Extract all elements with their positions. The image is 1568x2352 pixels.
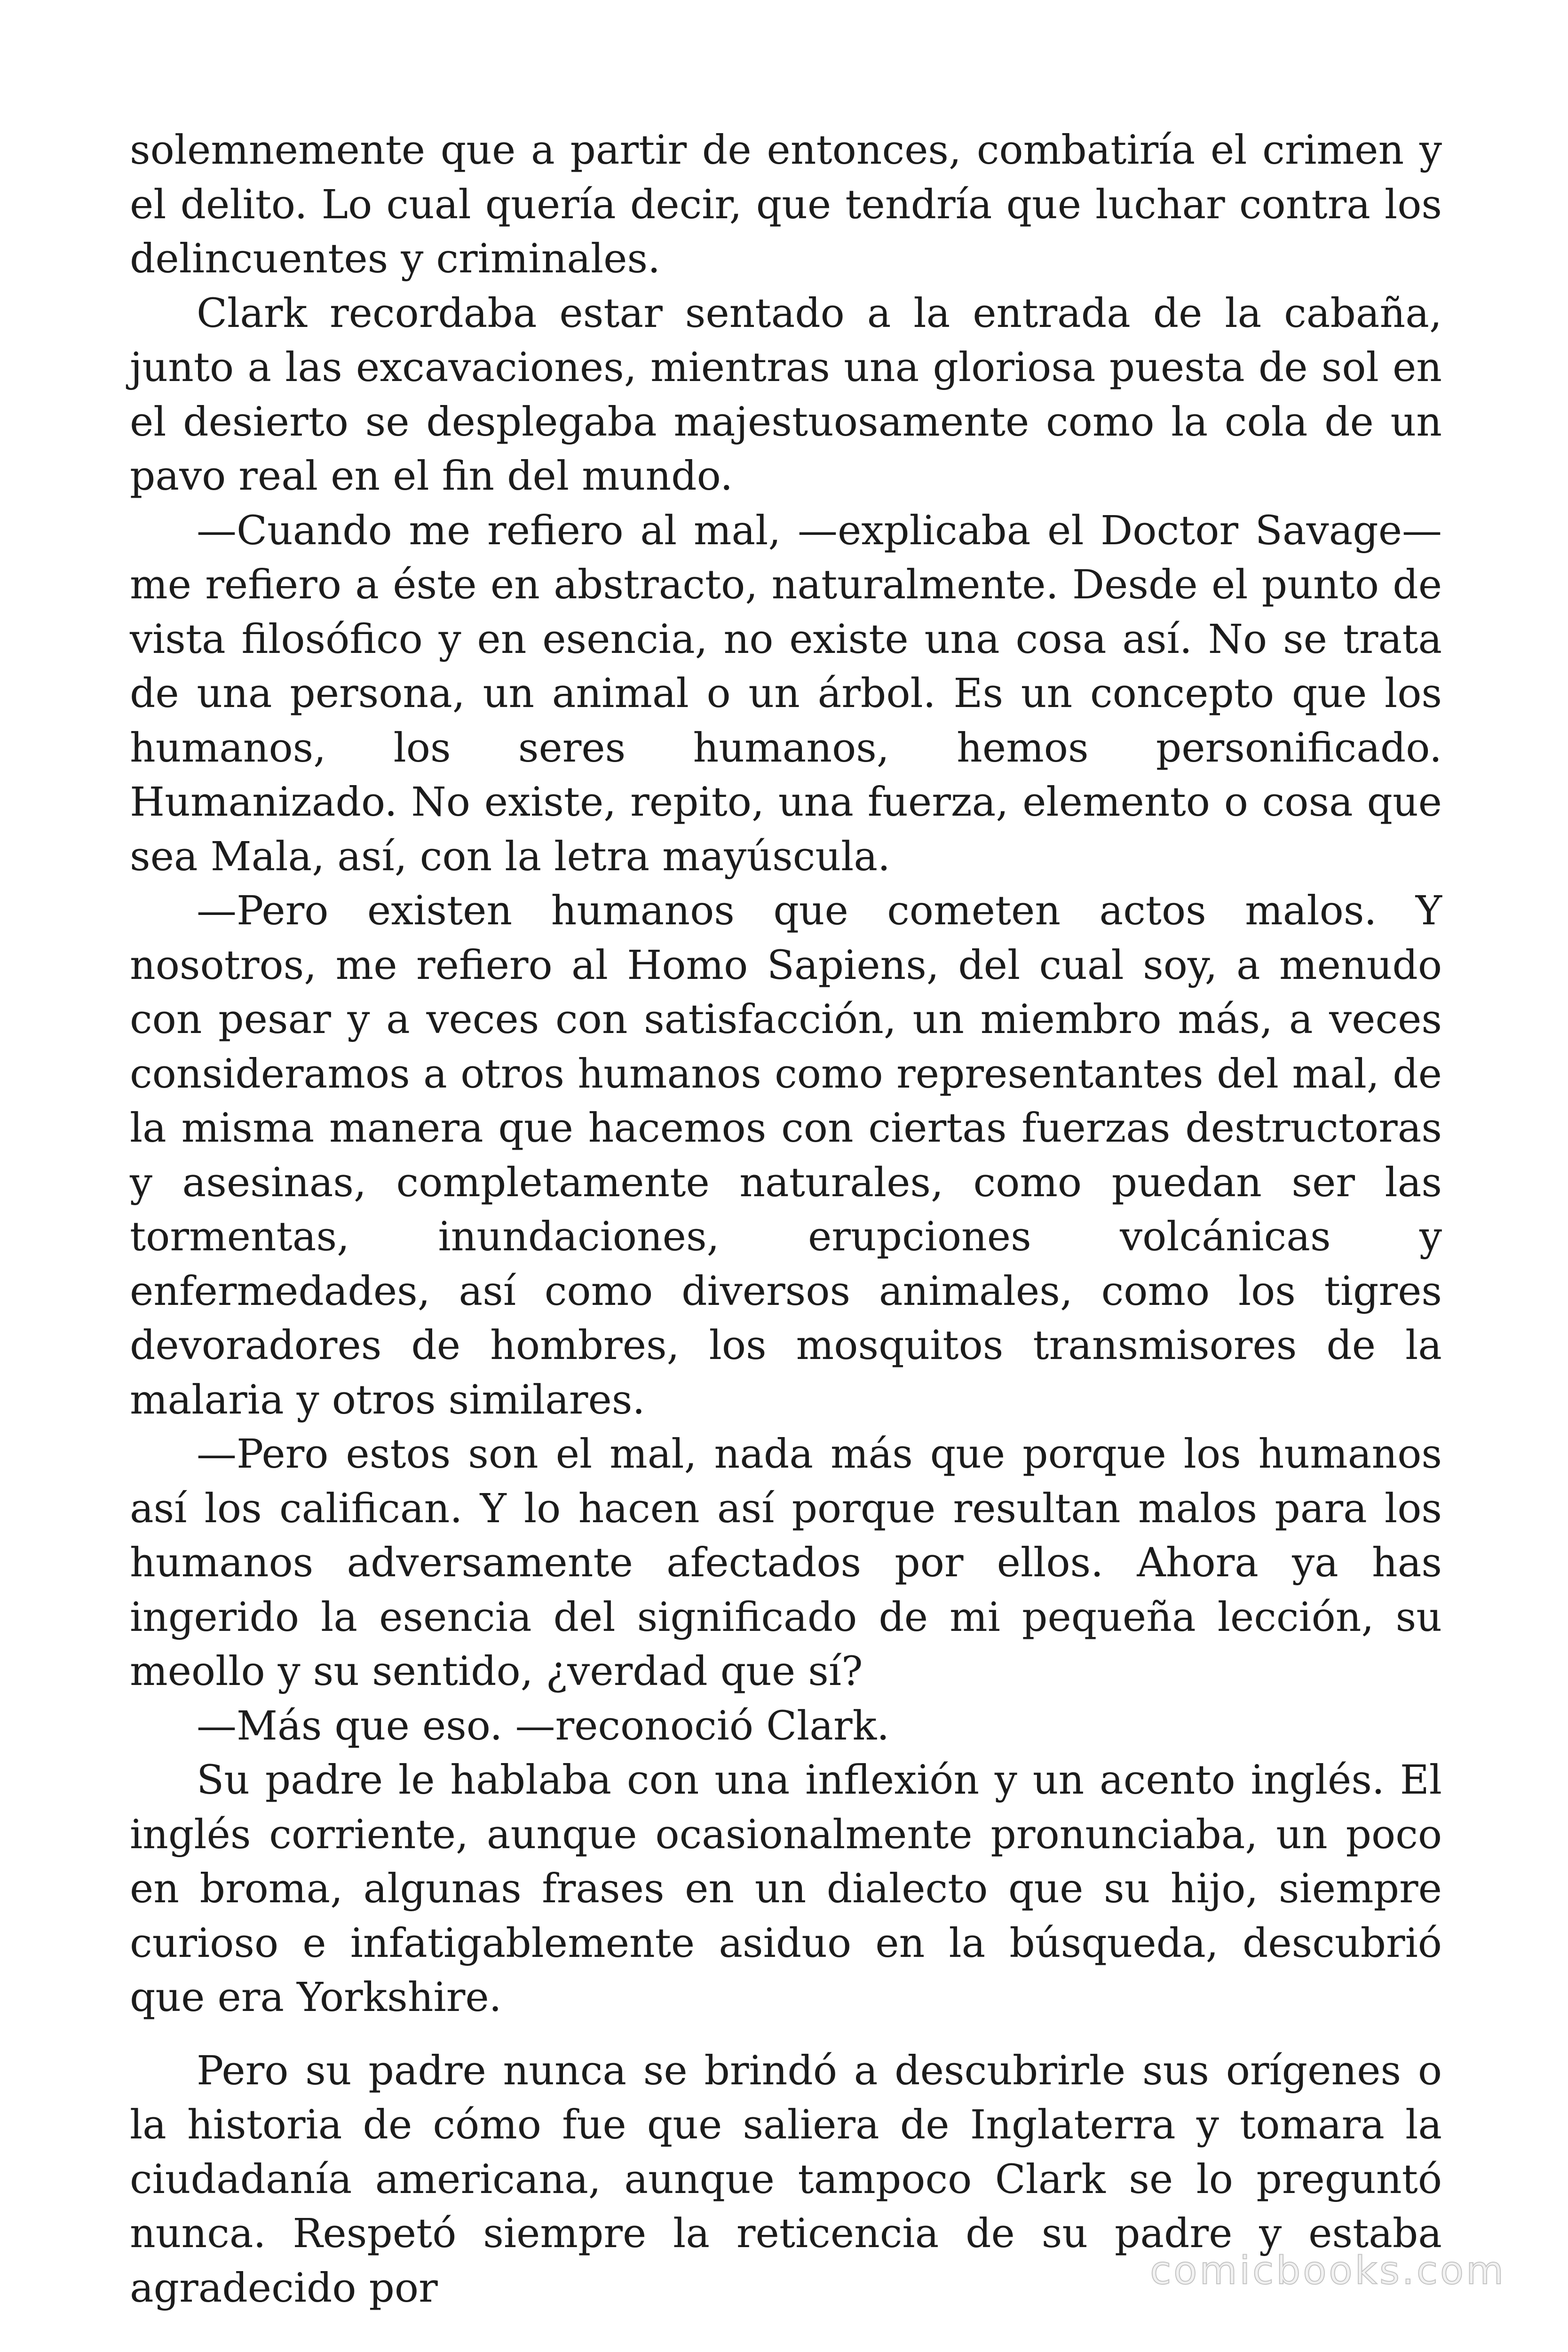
paragraph-5: —Pero estos son el mal, nada más que porque los humanos así los califican. Y lo hacen así porque resultan malos para los humanos adversamente afectados por ellos. Ahora ya has ingerido la esencia del significado de mi pequeña lección, su meollo y su sentido, ¿verdad que sí? — [130, 1431, 1442, 1695]
paragraph-6: —Más que eso. —reconoció Clark. — [197, 1702, 890, 1749]
paragraph-7: Su padre le hablaba con una inflexión y un acento inglés. El inglés corriente, aunque ocasionalmente pronunciaba, un poco en broma, algunas frases en un dialecto que su hijo, siempre curioso e infatigablemente asiduo en la búsqueda, descubrió que era Yorkshire. — [130, 1757, 1442, 2021]
paragraph-2: Clark recordaba estar sentado a la entrada de la cabaña, junto a las excavaciones, mientras una gloriosa puesta de sol en el desierto se desplegaba majestuosamente como la cola de un pavo real en el fin del mundo. — [130, 290, 1442, 500]
page-body — [130, 123, 1442, 2315]
paragraph-1: solemnemente que a partir de entonces, combatiría el crimen y el delito. Lo cual quería decir, que tendría que luchar contra los delincuentes y criminales. — [130, 127, 1442, 282]
paragraph-3: —Cuando me refiero al mal, —explicaba el Doctor Savage— me refiero a éste en abstracto, naturalmente. Desde el punto de vista filosófico y en esencia, no existe una cosa así. No se trata de una persona, un animal o un árbol. Es un concepto que los humanos, los seres humanos, hemos personificado. Humanizado. No existe, repito, una fuerza, elemento o cosa que sea Mala, así, con la letra mayúscula. — [130, 507, 1442, 880]
paragraph-8: Pero su padre nunca se brindó a descubrirle sus orígenes o la historia de cómo fue que saliera de Inglaterra y tomara la ciudadanía americana, aunque tampoco Clark se lo preguntó nunca. Respetó siempre la reticencia de su padre y estaba agradecido por — [130, 2047, 1442, 2312]
paragraph-4: —Pero existen humanos que cometen actos malos. Y nosotros, me refiero al Homo Sapiens, del cual soy, a menudo con pesar y a veces con satisfacción, un miembro más, a veces consideramos a otros humanos como representantes del mal, de la misma manera que hacemos con ciertas fuerzas destructoras y asesinas, completamente naturales, como puedan ser las tormentas, inundaciones, erupciones volcánicas y enfermedades, así como diversos animales, como los tigres devoradores de hombres, los mosquitos transmisores de la malaria y otros similares. — [130, 888, 1442, 1423]
watermark: comicbooks.com — [1150, 2249, 1506, 2293]
